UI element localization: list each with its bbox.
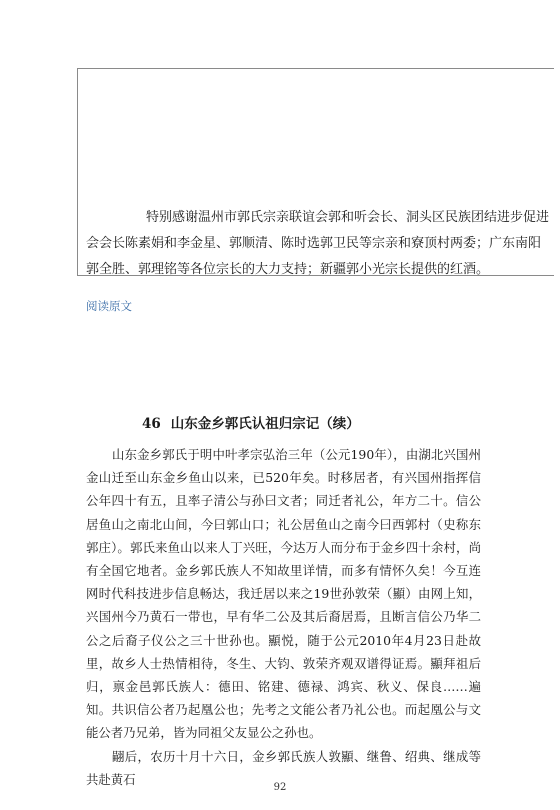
page-number: 92: [273, 782, 287, 793]
article-body: [86, 443, 481, 791]
article-title-text: 山东金乡郭氏认祖归宗记（续）: [170, 416, 360, 432]
acknowledgement-paragraph: 特别感谢温州市郭氏宗亲联谊会郭和听会长、洞头区民族团结进步促进会会长陈素娟和李金星、郭顺清、陈时选郭卫民等宗亲和寮顶村两委；广东南阳郭全胜、郭理铭等各位宗长的大力支持；新疆郭小光宗长提供的红酒。: [86, 210, 550, 277]
article-paragraph-2: 翤后，农历十月十六日，金乡郭氏族人敦顯、继鲁、绍典、继成等共赴黄石: [86, 748, 481, 787]
read-original-link[interactable]: 阅读原文: [86, 299, 132, 313]
article-paragraph-1: 山东金乡郭氏于明中叶孝宗弘治三年（公元190年），由湖北兴国州金山迁至山东金乡鱼山以来，已520年矣。时移居者，有兴国州指挥信公年四十有五，且率子清公与孙曰文者；同迁者礼公，年方二十。信公居鱼山之南北山间，今曰郭山口；礼公居鱼山之南今曰西郭村（史称东郭庄）。郭氏来鱼山以来人丁兴旺，今达万人而分布于金乡四十余村，尚有全国它地者。金乡郭氏族人不知故里详情，而多有情怀久矣！今互连网时代科技进步信息畅达，我迁居以来之19世孙敦荣（顯）由网上知，兴国州今乃黄石一带也，早有华二公及其后裔居焉，且断言信公乃华二公之后裔子仪公之三十世孙也。顯悦，随于公元2010年4月23日赴故里，故乡人士热情相待，冬生、大钧、敦荣齐观双谱得证焉。顯拜祖后归，禀金邑郭氏族人：德田、铭建、德禄、鸿宾、秋义、保良……遍知。共识信公者乃起凰公也；先考之文能公者乃礼公也。而起凰公与文能公者乃兄弟，皆为同祖父友显公之孙也。: [86, 447, 481, 741]
article-number: 46: [142, 416, 161, 432]
article-title: [142, 412, 360, 432]
